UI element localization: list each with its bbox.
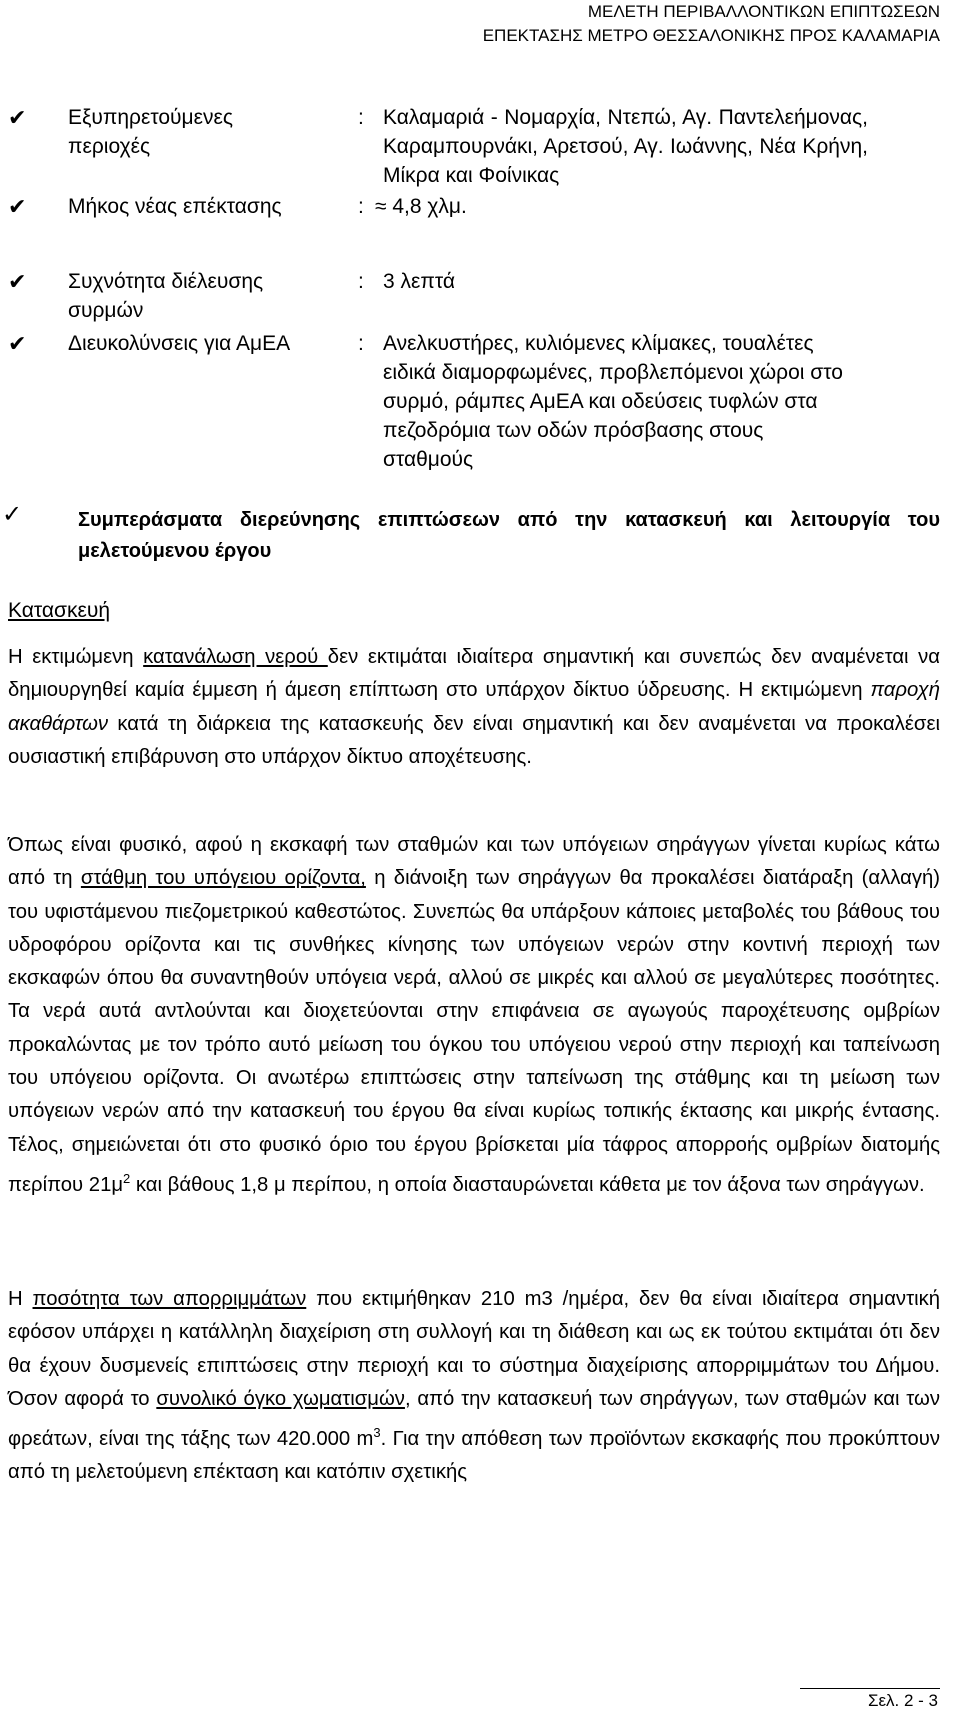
item-colon: : bbox=[358, 332, 364, 355]
header-title-line2: ΕΠΕΚΤΑΣΗΣ ΜΕΤΡΟ ΘΕΣΣΑΛΟΝΙΚΗΣ ΠΡΟΣ ΚΑΛΑΜΑΡΙΑ bbox=[482, 26, 940, 45]
paragraph-groundwater: Όπως είναι φυσικό, αφού η εκσκαφή των σταθμών και των υπόγειων σηράγγων γίνεται κυρίως κάτω από τη στάθμη του υπόγειου ορίζοντα, η διάνοιξη των σηράγγων θα προκαλέσει διατάραξη (αλλαγή) του υφιστάμενου πιεζομετρικού καθεστώτος. Συνεπώς θα υπάρξουν κάποιες μεταβολές του βάθους του υδροφόρου ορίζοντα και τις συνθήκες κίνησης των υπόγειων νερών στην κοντινή περιοχή των εκσκαφών όπου θα συναντηθούν υπόγεια νερά, αλλού σε μικρές και αλλού σε μεγαλύτερες ποσότητες. Τα νερά αυτά αντλούνται και διοχετεύονται στην επιφάνεια σε αγωγούς παροχέτευσης ομβρίων προκαλώντας με τον τρόπο αυτό μείωση του όγκου του υπόγειου νερού στην περιοχή και ταπείνωση του υπόγειου ορίζοντα. Οι ανωτέρω επιπτώσεις στην ταπείνωση της στάθμης και τη μείωση των υπόγειων νερών από την κατασκευή του έργου θα είναι κυρίως τοπικής έκτασης και μικρής έντασης. Τέλος, σημειώνεται ότι στο φυσικό όριο του έργου βρίσκεται μία τάφρος απορροής ομβρίων διατομής περίπου $21\mu^2$ και βάθους 1,8 μ περίπου, η οποία διασταυρώνεται κάθετα με τον άξονα των σηράγγων. bbox=[8, 834, 941, 1196]
check-icon: ✔ bbox=[8, 194, 27, 219]
item-colon: : bbox=[358, 106, 364, 129]
item-label-length: Μήκος νέας επέκτασης bbox=[68, 195, 282, 218]
page-number: Σελ. 2 - 3 bbox=[867, 1691, 938, 1710]
section-title: Κατασκευή bbox=[8, 599, 111, 622]
check-icon: ✔ bbox=[8, 105, 27, 130]
footer-divider bbox=[800, 1688, 940, 1689]
item-colon: : bbox=[358, 270, 364, 293]
document-header bbox=[483, 0, 940, 48]
item-value-length: ≈ 4,8 χλμ. bbox=[375, 195, 467, 218]
item-label-areas: Εξυπηρετούμενες περιοχές bbox=[68, 106, 233, 158]
item-value-frequency: 3 λεπτά bbox=[383, 270, 456, 293]
check-icon: ✔ bbox=[8, 331, 27, 356]
header-title-line1: ΜΕΛΕΤΗ ΠΕΡΙΒΑΛΛΟΝΤΙΚΩΝ ΕΠΙΠΤΩΣΕΩΝ bbox=[587, 2, 940, 21]
check-icon: ✔ bbox=[8, 269, 27, 294]
paragraph-waste: Η ποσότητα των απορριμμάτων που εκτιμήθηκαν 210 m3 /ημέρα, δεν θα είναι ιδιαίτερα σημαντική εφόσον υπάρχει η κατάλληλη διαχείριση στη συλλογή και τη διάθεση και ως εκ τούτου εκτιμάται ότι δεν θα έχουν δυσμενείς επιπτώσεις στην περιοχή και το σύστημα διαχείρισης απορριμμάτων του Δήμου. Όσον αφορά το συνολικό όγκο χωματισμών, από την κατασκευή των σηράγγων, των σταθμών και των φρεάτων, είναι της τάξης των 420.000 $m^3$. Για την απόθεση των προϊόντων εκσκαφής που προκύπτουν από τη μελετούμενη επέκταση και κατόπιν σχετικής bbox=[8, 1288, 941, 1484]
item-colon: : bbox=[358, 195, 364, 218]
paragraph-water-consumption: Η εκτιμώμενη κατανάλωση νερού δεν εκτιμάται ιδιαίτερα σημαντική και συνεπώς δεν αναμένεται να δημιουργηθεί καμία έμμεση ή άμεση επίπτωση στο υπάρχον δίκτυο ύδρευσης. Η εκτιμώμενη παροχή ακαθάρτων κατά τη διάρκεια της κατασκευής δεν είναι σημαντική και δεν αναμένεται να προκαλέσει ουσιαστική επιβάρυνση στο υπάρχον δίκτυο αποχέτευσης. bbox=[8, 646, 940, 768]
checkmark-icon: ✓ bbox=[2, 501, 23, 528]
item-label-accessibility: Διευκολύνσεις για ΑμΕΑ bbox=[68, 332, 291, 355]
conclusions-heading: Συμπεράσματα διερεύνησης επιπτώσεων από την κατασκευή και λειτουργία του μελετούμενου έργου bbox=[78, 509, 940, 562]
item-label-frequency: Συχνότητα διέλευσης συρμών bbox=[68, 270, 264, 322]
item-value-areas: Καλαμαριά - Νομαρχία, Ντεπώ, Αγ. Παντελεήμονας, Καραμπουρνάκι, Αρετσού, Αγ. Ιωάννης, Νέα Κρήνη, Μίκρα και Φοίνικας bbox=[383, 106, 868, 187]
item-value-accessibility: Ανελκυστήρες, κυλιόμενες κλίμακες, τουαλέτες ειδικά διαμορφωμένες, προβλεπόμενοι χώροι στο συρμό, ράμπες ΑμΕΑ και οδεύσεις τυφλών στα πεζοδρόμια των οδών πρόσβασης στους σταθμούς bbox=[383, 332, 843, 471]
